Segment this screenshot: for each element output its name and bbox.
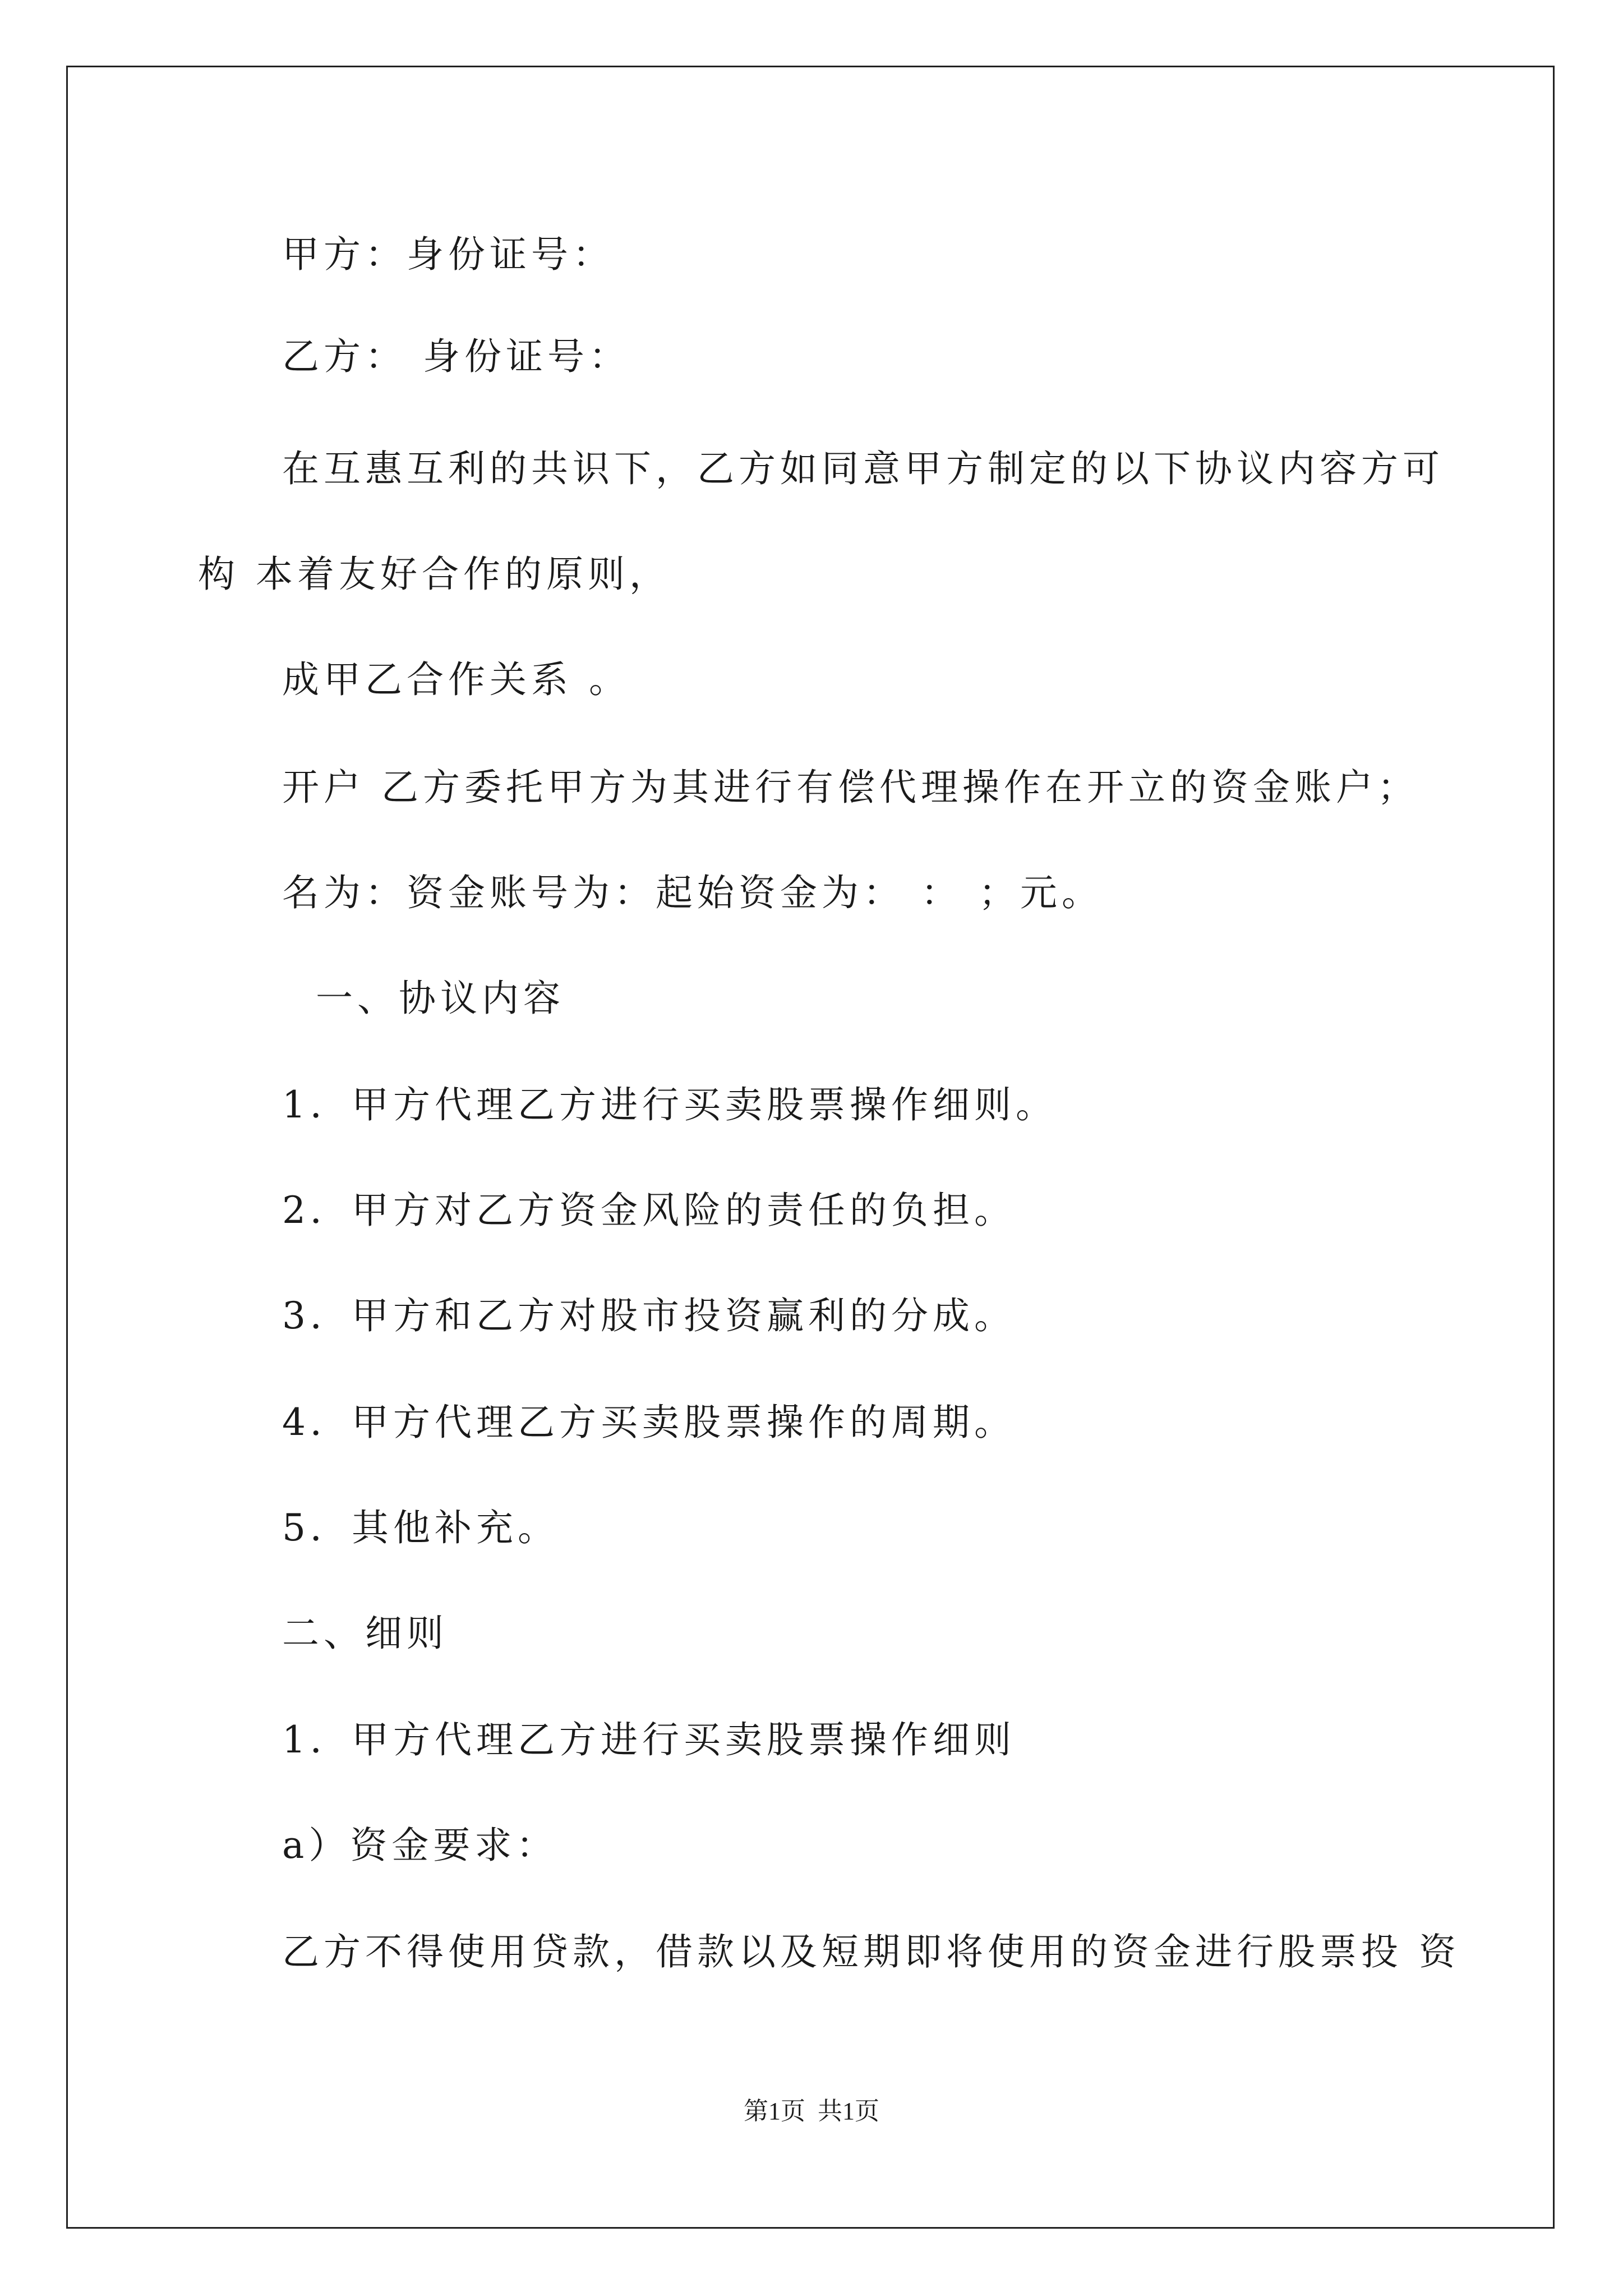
party-b-line: 乙方： 身份证号： — [282, 335, 630, 378]
agreement-item-4: 4．甲方代理乙方买卖股票操作的周期。 — [282, 1401, 1016, 1444]
agreement-item-2: 2．甲方对乙方资金风险的责任的负担。 — [282, 1189, 1016, 1232]
agreement-item-5: 5．其他补充。 — [282, 1506, 559, 1549]
detail-item-1: 1．甲方代理乙方进行买卖股票操作细则 — [282, 1718, 1016, 1761]
page-border — [66, 66, 1555, 2229]
party-a-line: 甲方：身份证号： — [282, 233, 614, 276]
agreement-item-1: 1．甲方代理乙方进行买卖股票操作细则。 — [282, 1083, 1057, 1126]
preamble-line-2: 构 本着友好合作的原则， — [198, 553, 671, 596]
preamble-line-3: 成甲乙合作关系 。 — [282, 658, 630, 701]
page-footer: 第1页 共1页 — [744, 2097, 879, 2125]
section-heading-details: 二、细则 — [282, 1612, 448, 1655]
section-heading-agreement: 一、协议内容 — [316, 977, 565, 1020]
account-line-1: 开户 乙方委托甲方为其进行有偿代理操作在开立的资金账户； — [282, 766, 1419, 809]
funding-requirement-text: 乙方不得使用贷款，借款以及短期即将使用的资金进行股票投 资 — [282, 1930, 1460, 1973]
agreement-item-3: 3．甲方和乙方对股市投资赢利的分成。 — [282, 1294, 1016, 1337]
preamble-line-1: 在互惠互利的共识下，乙方如同意甲方制定的以下协议内容方可 — [282, 447, 1444, 490]
account-line-2: 名为：资金账号为：起始资金为： ： ；元。 — [282, 871, 1103, 914]
funding-requirement-heading: a）资金要求： — [282, 1824, 558, 1867]
